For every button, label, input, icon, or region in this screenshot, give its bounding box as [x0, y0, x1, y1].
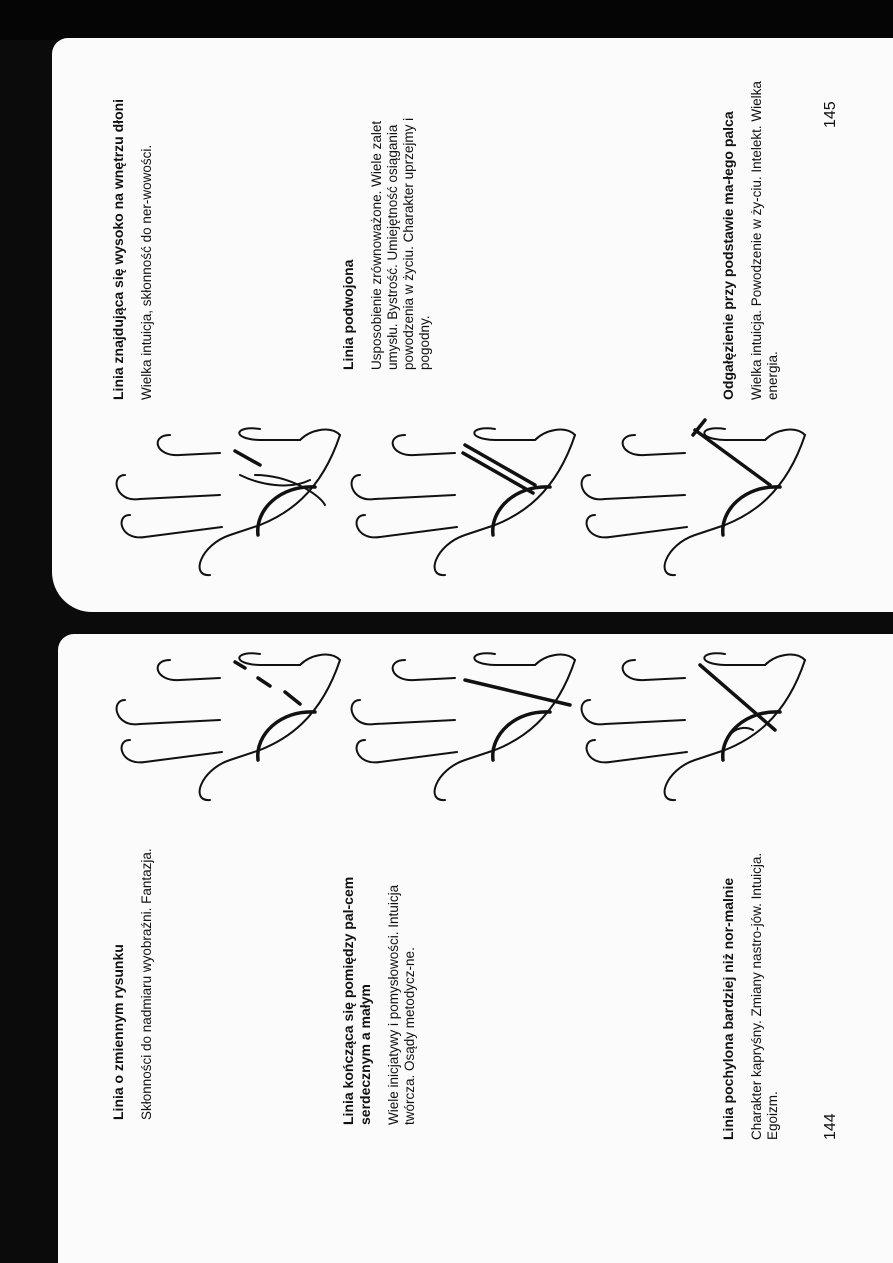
- palm-icon: [575, 415, 815, 585]
- palm-icon: [345, 640, 585, 810]
- section-title: Linia podwojona: [340, 259, 356, 370]
- section-high-line: [110, 80, 155, 400]
- section-text: Wielka intuicja. Powodzenie w ży-ciu. Intelekt. Wielka energia.: [749, 81, 780, 400]
- page-number: 144: [822, 1113, 839, 1140]
- section-text: Skłonności do nadmiaru wyobraźni. Fantazja.: [139, 848, 154, 1120]
- section-text: Usposobienie zrównoważone. Wiele zalet umysłu. Bystrość. Umiejętność osiągania powodzenia w życiu. Charakter uprzejmy i pogodny.: [369, 117, 432, 370]
- page-number: 145: [822, 101, 839, 128]
- section-double-line: [340, 85, 433, 370]
- palm-icon: [110, 640, 350, 810]
- section-title: Odgałęzienie przy podstawie ma-łego palca: [720, 111, 736, 400]
- section-slanted-line: [720, 840, 781, 1140]
- section-title: Linia kończąca się pomiędzy pal-cem serdecznym a małym: [340, 876, 373, 1125]
- palm-icon: [345, 415, 585, 585]
- palm-icon: [575, 640, 815, 810]
- section-ending-line: [340, 835, 418, 1125]
- palm-icon: [110, 415, 350, 585]
- scan-background: [0, 0, 893, 40]
- section-changing-line: [110, 820, 155, 1120]
- section-text: Charakter kapryśny. Zmiany nastro-jów. Intuicja. Egoizm.: [749, 852, 780, 1140]
- section-title: Linia pochylona bardziej niż nor-malnie: [720, 877, 736, 1140]
- section-text: Wiele inicjatywy i pomysłowości. Intuicja twórcza. Osądy metodycz-ne.: [386, 884, 417, 1125]
- section-branch-line: [720, 80, 781, 400]
- section-title: Linia znajdująca się wysoko na wnętrzu dłoni: [110, 98, 126, 400]
- section-title: Linia o zmiennym rysunku: [110, 944, 126, 1120]
- section-text: Wielka intuicja, skłonność do ner-wowości.: [139, 144, 154, 400]
